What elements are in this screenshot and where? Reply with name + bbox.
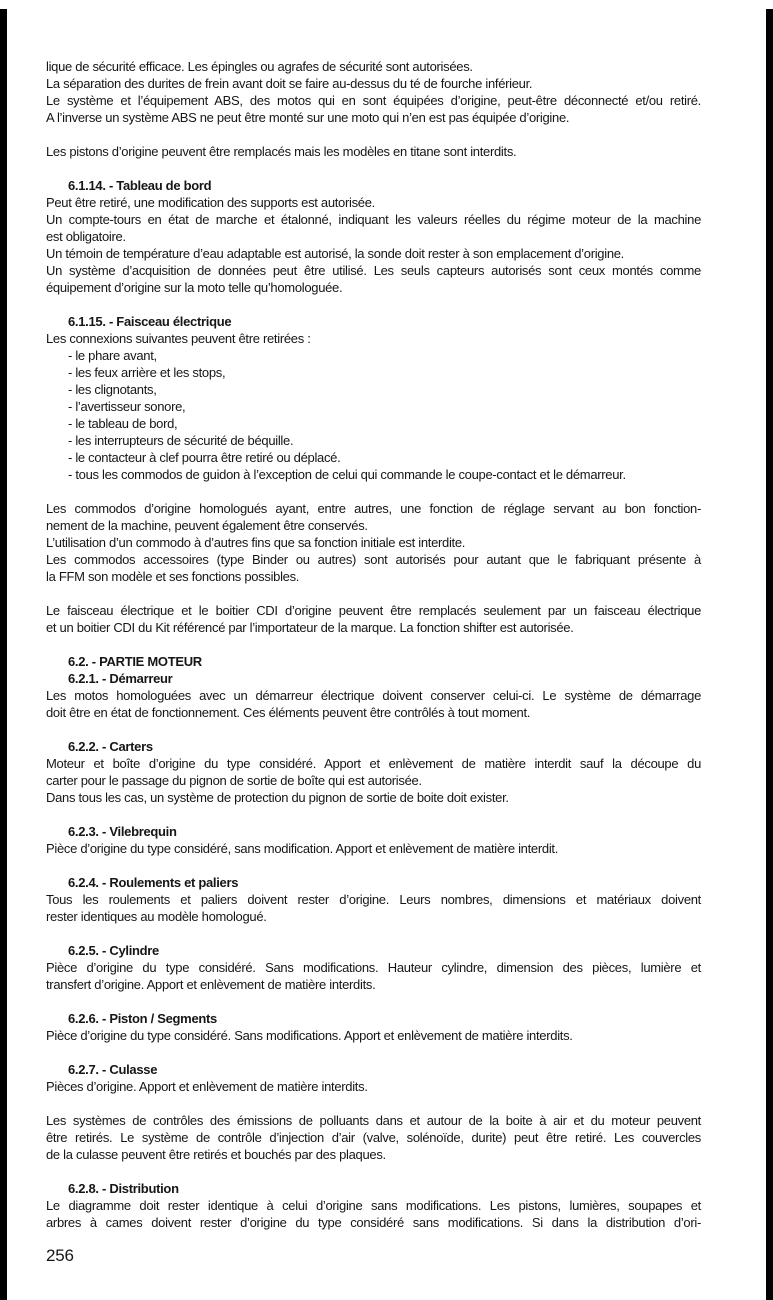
text-line: Pièce d’origine du type considéré. Sans modifications. Apport et enlèvement de matière interdits. — [46, 1028, 573, 1043]
section-heading: 6.2.6. - Piston / Segments — [68, 1011, 217, 1026]
list-item: - le contacteur à clef pourra être retiré ou déplacé. — [68, 450, 341, 465]
paragraph — [46, 1078, 701, 1095]
text-line: arbres à cames doivent rester d’origine du type considéré sans modifications. Si dans la distribution d’ori- — [46, 1215, 701, 1230]
text-line: Le système et l’équipement ABS, des motos qui en sont équipées d’origine, peut-être déconnecté et/ou retiré. — [46, 93, 701, 108]
section-heading: 6.1.14. - Tableau de bord — [68, 178, 212, 193]
paragraph — [46, 840, 701, 857]
text-line: être retirés. Le système de contrôle d’injection d’air (valve, solénoïde, durite) peut être retiré. Les couvercles — [46, 1130, 701, 1145]
section-heading: 6.2. - PARTIE MOTEUR — [68, 654, 202, 669]
paragraph — [46, 330, 701, 347]
text-line: équipement d’origine sur la moto telle qu’homologuée. — [46, 280, 343, 295]
text-line: Pièces d’origine. Apport et enlèvement de matière interdits. — [46, 1079, 368, 1094]
text-line: Tous les roulements et paliers doivent rester d’origine. Leurs nombres, dimensions et matériaux doivent — [46, 892, 701, 907]
paragraph — [46, 891, 701, 925]
text-line: Les connexions suivantes peuvent être retirées : — [46, 331, 311, 346]
text-line: Dans tous les cas, un système de protection du pignon de sortie de boite doit exister. — [46, 790, 509, 805]
section-heading: 6.2.1. - Démarreur — [68, 671, 173, 686]
paragraph — [46, 602, 701, 636]
section-heading: 6.2.3. - Vilebrequin — [68, 824, 177, 839]
text-line: transfert d’origine. Apport et enlèvement de matière interdits. — [46, 977, 376, 992]
list-item: - le phare avant, — [68, 348, 157, 363]
section-heading: 6.1.15. - Faisceau électrique — [68, 314, 232, 329]
bullet-list — [46, 347, 701, 483]
text-line: lique de sécurité efficace. Les épingles ou agrafes de sécurité sont autorisées. — [46, 59, 473, 74]
paragraph — [46, 755, 701, 806]
text-line: Peut être retiré, une modification des supports est autorisée. — [46, 195, 375, 210]
text-line: de la culasse peuvent être retirés et bouchés par des plaques. — [46, 1147, 386, 1162]
page-content — [46, 58, 701, 1231]
paragraph — [46, 959, 701, 993]
list-item: - les clignotants, — [68, 382, 157, 397]
text-line: rester identiques au modèle homologué. — [46, 909, 267, 924]
paragraph — [46, 143, 701, 160]
paragraph — [46, 687, 701, 721]
text-line: Le diagramme doit rester identique à celui d’origine sans modifications. Les pistons, lumières, soupapes et — [46, 1198, 701, 1213]
paragraph — [46, 1027, 701, 1044]
text-line: est obligatoire. — [46, 229, 126, 244]
text-line: Les systèmes de contrôles des émissions de polluants dans et autour de la boite à air et du moteur peuvent — [46, 1113, 701, 1128]
paragraph — [46, 1112, 701, 1163]
text-line: Pièce d’origine du type considéré, sans modification. Apport et enlèvement de matière interdit. — [46, 841, 559, 856]
text-line: Les pistons d’origine peuvent être remplacés mais les modèles en titane sont interdits. — [46, 144, 517, 159]
text-line: Les commodos d’origine homologués ayant, entre autres, une fonction de réglage servant au bon fonction- — [46, 501, 701, 516]
text-line: la FFM son modèle et ses fonctions possibles. — [46, 569, 300, 584]
paragraph — [46, 58, 701, 126]
text-line: Un témoin de température d’eau adaptable est autorisé, la sonde doit rester à son emplacement d’origine. — [46, 246, 624, 261]
text-line: La séparation des durites de frein avant doit se faire au-dessus du té de fourche inférieur. — [46, 76, 533, 91]
text-line: A l’inverse un système ABS ne peut être monté sur une moto qui n’en est pas équipée d’origine. — [46, 110, 570, 125]
list-item: - tous les commodos de guidon à l’exception de celui qui commande le coupe-contact et le démarreur. — [68, 467, 626, 482]
section-heading: 6.2.4. - Roulements et paliers — [68, 875, 239, 890]
text-line: Un système d’acquisition de données peut être utilisé. Les seuls capteurs autorisés sont ceux montés comme — [46, 263, 701, 278]
section-heading: 6.2.2. - Carters — [68, 739, 153, 754]
text-line: Moteur et boîte d’origine du type considéré. Apport et enlèvement de matière interdit sauf la découpe du — [46, 756, 701, 771]
paragraph — [46, 194, 701, 296]
right-scan-edge-bar — [766, 9, 773, 1300]
text-line: carter pour le passage du pignon de sortie de boîte qui est autorisée. — [46, 773, 422, 788]
list-item: - le tableau de bord, — [68, 416, 178, 431]
paragraph — [46, 500, 701, 585]
text-line: doit être en état de fonctionnement. Ces éléments peuvent être contrôlés à tout moment. — [46, 705, 531, 720]
section-heading: 6.2.7. - Culasse — [68, 1062, 158, 1077]
section-heading: 6.2.8. - Distribution — [68, 1181, 179, 1196]
section-heading: 6.2.5. - Cylindre — [68, 943, 159, 958]
left-scan-edge-bar — [0, 9, 7, 1300]
text-line: Un compte-tours en état de marche et étalonné, indiquant les valeurs réelles du régime moteur de la machine — [46, 212, 701, 227]
text-line: Le faisceau électrique et le boitier CDI d’origine peuvent être remplacés seulement par un faisceau électrique — [46, 603, 701, 618]
page-number: 256 — [46, 1246, 74, 1265]
text-line: Pièce d’origine du type considéré. Sans modifications. Hauteur cylindre, dimension des pièces, lumière et — [46, 960, 701, 975]
text-line: Les commodos accessoires (type Binder ou autres) sont autorisés pour autant que le fabriquant présente à — [46, 552, 701, 567]
text-line: Les motos homologuées avec un démarreur électrique doivent conserver celui-ci. Le système de démarrage — [46, 688, 701, 703]
list-item: - les interrupteurs de sécurité de béquille. — [68, 433, 294, 448]
list-item: - l’avertisseur sonore, — [68, 399, 186, 414]
text-line: et un boitier CDI du Kit référencé par l’importateur de la marque. La fonction shifter est autorisée. — [46, 620, 574, 635]
text-line: nement de la machine, peuvent également être conservés. — [46, 518, 368, 533]
list-item: - les feux arrière et les stops, — [68, 365, 226, 380]
text-line: L’utilisation d’un commodo à d’autres fins que sa fonction initiale est interdite. — [46, 535, 466, 550]
paragraph — [46, 1197, 701, 1231]
